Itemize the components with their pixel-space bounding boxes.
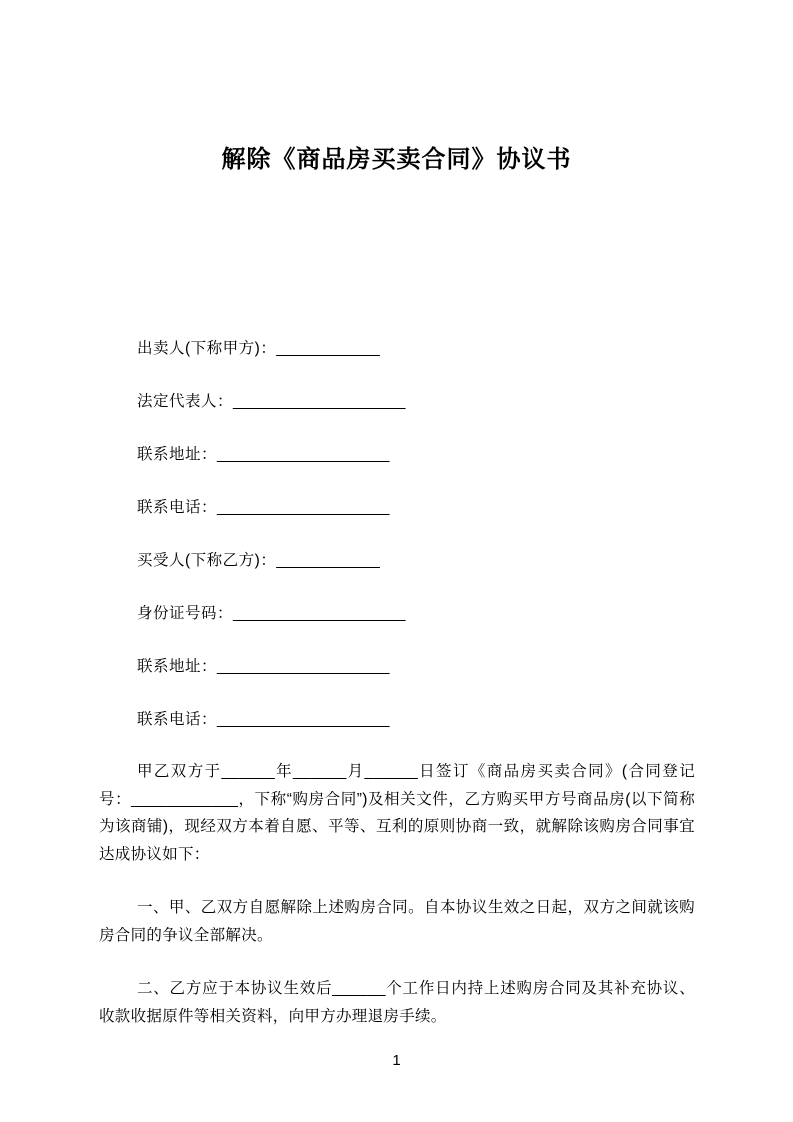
- field-row-buyer-address: [137, 656, 697, 677]
- contract-clause-2: 二、乙方应于本协议生效后______个工作日内持上述购房合同及其补充协议、收款收据原件等相关资料，向甲方办理退房手续。: [99, 980, 695, 1025]
- contract-preamble-paragraph: 甲乙双方于______年______月______日签订《商品房买卖合同》(合同登记号：____________，下称“购房合同”)及相关文件，乙方购买甲方号商品房(以下简称为该商铺)，现经双方本着自愿、平等、互利的原则协商一致，就解除该购房合同事宜达成协议如下：: [99, 763, 695, 863]
- field-label: 买受人(下称乙方)：: [137, 552, 277, 569]
- field-row-seller-phone: [137, 497, 697, 518]
- field-label: 联系电话：: [137, 711, 218, 728]
- field-label: 联系地址：: [137, 658, 218, 675]
- field-row-buyer-id-number: [137, 603, 697, 624]
- document-title: 解除《商品房买卖合同》协议书: [221, 146, 572, 173]
- field-row-seller-address: [137, 444, 697, 465]
- field-blank-line[interactable]: ____________________: [233, 605, 406, 622]
- field-blank-line[interactable]: ____________________: [217, 499, 390, 516]
- field-blank-line[interactable]: ____________________: [217, 658, 390, 675]
- field-row-buyer-name: [137, 550, 697, 571]
- field-label: 联系电话：: [137, 499, 218, 516]
- contract-body: [99, 758, 695, 1056]
- field-blank-line[interactable]: ____________________: [233, 393, 406, 410]
- field-blank-line[interactable]: ____________: [276, 340, 380, 357]
- field-label: 联系地址：: [137, 446, 218, 463]
- field-row-legal-representative: [137, 391, 697, 412]
- field-row-seller-name: [137, 338, 697, 359]
- field-label: 出卖人(下称甲方)：: [137, 340, 277, 357]
- page-number: 1: [392, 1052, 401, 1069]
- field-blank-line[interactable]: ____________________: [217, 446, 390, 463]
- field-row-buyer-phone: [137, 709, 697, 730]
- party-info-fields: [137, 338, 697, 762]
- field-blank-line[interactable]: ____________________: [217, 711, 390, 728]
- contract-clause-1: 一、甲、乙双方自愿解除上述购房合同。自本协议生效之日起，双方之间就该购房合同的争议全部解决。: [99, 899, 695, 944]
- field-label: 身份证号码：: [137, 605, 234, 622]
- field-blank-line[interactable]: ____________: [276, 552, 380, 569]
- field-label: 法定代表人：: [137, 393, 234, 410]
